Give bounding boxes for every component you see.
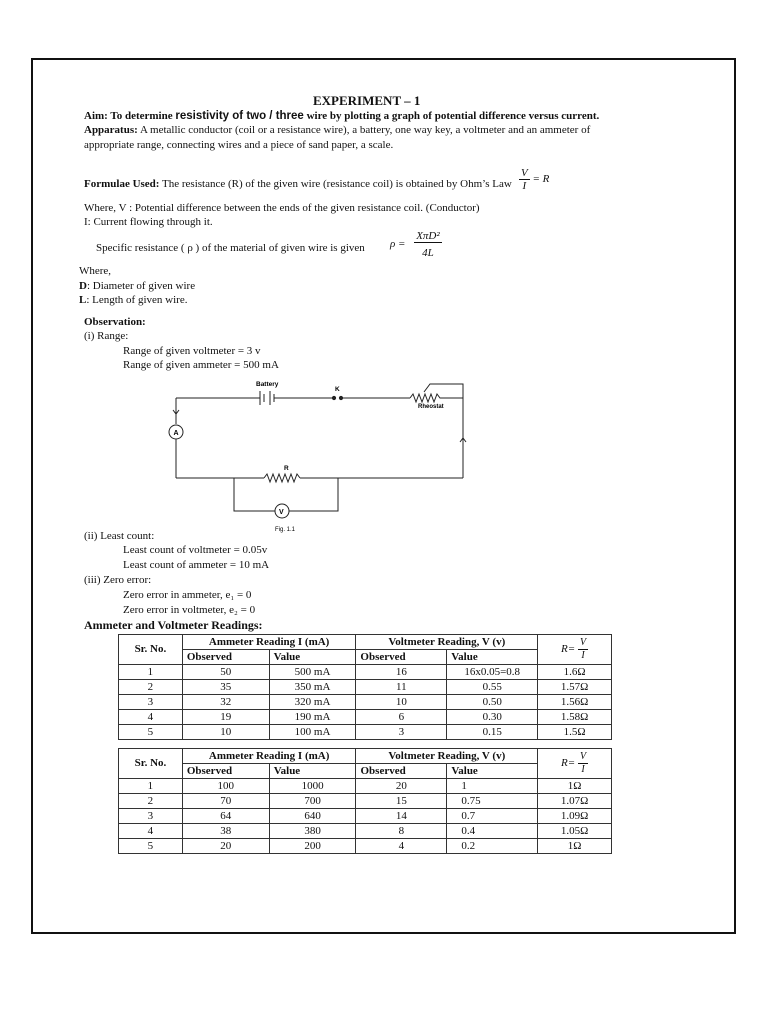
table-row	[119, 794, 612, 809]
apparatus-line-1	[84, 123, 590, 137]
cell-resistance: 1.57Ω	[538, 680, 612, 695]
table-row	[119, 824, 612, 839]
rho-denominator: 4L	[422, 247, 434, 259]
cell-voltmeter-observed: 6	[356, 710, 447, 725]
cell-ammeter-observed: 64	[182, 809, 269, 824]
cell-voltmeter-value: 0.4	[447, 824, 538, 839]
cell-ammeter-observed: 70	[182, 794, 269, 809]
cell-sr: 4	[119, 710, 183, 725]
cell-ammeter-value: 700	[269, 794, 356, 809]
readings-table-1	[118, 634, 612, 740]
cell-voltmeter-value: 0.7	[447, 809, 538, 824]
rho-lhs: ρ =	[390, 238, 406, 251]
sr-no-header: Sr. No.	[119, 749, 183, 779]
range-label: (i) Range:	[84, 330, 129, 342]
ammeter-header: Ammeter Reading I (mA)	[182, 749, 356, 764]
resistor-coil	[264, 474, 300, 482]
cell-sr: 3	[119, 809, 183, 824]
cell-voltmeter-value: 16x0.05=0.8	[447, 665, 538, 680]
observation-heading: Observation:	[84, 316, 146, 328]
cell-sr: 2	[119, 680, 183, 695]
apparatus-label: Apparatus:	[84, 124, 138, 136]
cell-ammeter-value: 350 mA	[269, 680, 356, 695]
apparatus-line-2: appropriate range, connecting wires and a piece of sand paper, a scale.	[84, 139, 394, 151]
aim-label: Aim:	[84, 110, 108, 122]
cell-voltmeter-observed: 20	[356, 779, 447, 794]
cell-sr: 5	[119, 725, 183, 740]
ze-voltmeter: Zero error in voltmeter, e₂ = 0	[123, 604, 256, 616]
voltmeter-observed-header: Observed	[356, 764, 447, 779]
cell-ammeter-value: 1000	[269, 779, 356, 794]
l-definition	[79, 293, 187, 307]
apparatus-text-1: A metallic conductor (coil or a resistance wire), a battery, one way key, a voltmeter and an ammeter of	[137, 124, 591, 136]
cell-resistance: 1.58Ω	[538, 710, 612, 725]
cell-ammeter-observed: 10	[182, 725, 269, 740]
cell-voltmeter-observed: 4	[356, 839, 447, 854]
cell-resistance: 1.6Ω	[538, 665, 612, 680]
table-row	[119, 710, 612, 725]
rho-numerator: XπD²	[416, 230, 440, 242]
range-voltmeter: Range of given voltmeter = 3 v	[123, 345, 261, 357]
cell-sr: 3	[119, 695, 183, 710]
formulae-line	[84, 177, 512, 191]
key-label: K	[335, 386, 340, 393]
cell-voltmeter-observed: 3	[356, 725, 447, 740]
readings-heading: Ammeter and Voltmeter Readings:	[84, 618, 263, 632]
table-row	[119, 779, 612, 794]
cell-voltmeter-value: 0.30	[447, 710, 538, 725]
l-text: : Length of given wire.	[86, 294, 188, 306]
d-definition	[79, 279, 195, 293]
cell-resistance: 1.56Ω	[538, 695, 612, 710]
cell-resistance: 1.5Ω	[538, 725, 612, 740]
aim-text-b: resistivity of two / three	[175, 110, 304, 122]
sr-no-header: Sr. No.	[119, 635, 183, 665]
ohm-rhs: = R	[532, 173, 550, 186]
ammeter-value-header: Value	[269, 650, 356, 665]
cell-voltmeter-value: 0.15	[447, 725, 538, 740]
where-i-line: I: Current flowing through it.	[84, 216, 213, 228]
ohm-denominator: I	[522, 180, 527, 192]
table-1-body	[119, 665, 612, 740]
formulae-label: Formulae Used:	[84, 178, 160, 190]
cell-ammeter-value: 320 mA	[269, 695, 356, 710]
circuit-diagram	[160, 374, 480, 538]
table-row	[119, 725, 612, 740]
table-row	[119, 839, 612, 854]
cell-voltmeter-observed: 14	[356, 809, 447, 824]
cell-voltmeter-value: 1	[447, 779, 538, 794]
page-title: EXPERIMENT – 1	[313, 93, 421, 108]
r-header-den: I	[581, 650, 585, 661]
aim-text-a: To determine	[110, 110, 176, 122]
cell-ammeter-observed: 20	[182, 839, 269, 854]
key-icon	[332, 396, 342, 399]
voltmeter-header: Voltmeter Reading, V (v)	[356, 635, 538, 650]
table-row	[119, 680, 612, 695]
cell-ammeter-observed: 35	[182, 680, 269, 695]
zero-error-label: (iii) Zero error:	[84, 574, 152, 586]
aim-line	[84, 109, 599, 123]
cell-resistance: 1.07Ω	[538, 794, 612, 809]
cell-resistance: 1Ω	[538, 779, 612, 794]
cell-voltmeter-value: 0.50	[447, 695, 538, 710]
ammeter-observed-header: Observed	[182, 650, 269, 665]
r-header	[538, 749, 612, 779]
d-text: : Diameter of given wire	[86, 280, 196, 292]
ohm-law-formula	[519, 167, 549, 192]
resistor-label: R	[284, 465, 289, 472]
cell-ammeter-value: 200	[269, 839, 356, 854]
ammeter-observed-header: Observed	[182, 764, 269, 779]
cell-ammeter-value: 190 mA	[269, 710, 356, 725]
cell-voltmeter-value: 0.55	[447, 680, 538, 695]
range-ammeter: Range of given ammeter = 500 mA	[123, 359, 279, 371]
cell-ammeter-value: 380	[269, 824, 356, 839]
cell-ammeter-value: 100 mA	[269, 725, 356, 740]
cell-ammeter-value: 640	[269, 809, 356, 824]
cell-voltmeter-observed: 8	[356, 824, 447, 839]
cell-ammeter-observed: 32	[182, 695, 269, 710]
cell-sr: 5	[119, 839, 183, 854]
table-row	[119, 809, 612, 824]
table-row	[119, 665, 612, 680]
rheostat-coil	[410, 394, 448, 402]
readings-table-2	[118, 748, 612, 854]
lc-ammeter: Least count of ammeter = 10 mA	[123, 559, 270, 571]
cell-voltmeter-observed: 15	[356, 794, 447, 809]
cell-resistance: 1.09Ω	[538, 809, 612, 824]
l-label: L	[79, 294, 87, 306]
aim-text-c: wire by plotting a graph of potential difference versus current.	[303, 110, 600, 122]
ohm-numerator: V	[521, 167, 528, 179]
table-2-body	[119, 779, 612, 854]
cell-resistance: 1.05Ω	[538, 824, 612, 839]
specific-resistance-line: Specific resistance ( ρ ) of the material of given wire is given	[96, 242, 365, 254]
resistivity-formula	[390, 230, 442, 259]
formulae-text: The resistance (R) of the given wire (resistance coil) is obtained by Ohm’s Law	[159, 178, 512, 190]
cell-resistance: 1Ω	[538, 839, 612, 854]
table-row	[119, 695, 612, 710]
r-header-num: V	[579, 751, 587, 762]
cell-sr: 1	[119, 779, 183, 794]
ze-ammeter: Zero error in ammeter, e₁ = 0	[123, 589, 252, 601]
voltmeter-value-header: Value	[447, 764, 538, 779]
cell-ammeter-observed: 50	[182, 665, 269, 680]
voltmeter-branch-right	[289, 478, 338, 511]
cell-sr: 1	[119, 665, 183, 680]
voltmeter-branch-left	[234, 478, 275, 511]
cell-ammeter-value: 500 mA	[269, 665, 356, 680]
cell-sr: 4	[119, 824, 183, 839]
cell-sr: 2	[119, 794, 183, 809]
ammeter-header: Ammeter Reading I (mA)	[182, 635, 356, 650]
d-label: D	[79, 280, 87, 292]
voltmeter-label: V	[279, 509, 284, 516]
battery-label: Battery	[256, 381, 279, 388]
cell-ammeter-observed: 38	[182, 824, 269, 839]
cell-voltmeter-value: 0.75	[447, 794, 538, 809]
cell-ammeter-observed: 19	[182, 710, 269, 725]
r-header-num: V	[579, 637, 587, 648]
r-header	[538, 635, 612, 665]
where-v-line: Where, V : Potential difference between the ends of the given resistance coil. (Conductor)	[84, 202, 480, 214]
cell-voltmeter-observed: 11	[356, 680, 447, 695]
rheostat-label: Rheostat	[418, 404, 444, 410]
cell-voltmeter-observed: 16	[356, 665, 447, 680]
figure-caption: Fig. 1.1	[275, 527, 296, 533]
cell-voltmeter-observed: 10	[356, 695, 447, 710]
lc-voltmeter: Least count of voltmeter = 0.05v	[123, 544, 268, 556]
voltmeter-header: Voltmeter Reading, V (v)	[356, 749, 538, 764]
where-label: Where,	[79, 265, 112, 277]
least-count-label: (ii) Least count:	[84, 530, 155, 542]
battery-icon	[255, 391, 285, 405]
cell-ammeter-observed: 100	[182, 779, 269, 794]
ammeter-label: A	[173, 430, 179, 437]
ammeter-value-header: Value	[269, 764, 356, 779]
voltmeter-value-header: Value	[447, 650, 538, 665]
cell-voltmeter-value: 0.2	[447, 839, 538, 854]
voltmeter-observed-header: Observed	[356, 650, 447, 665]
r-header-den: I	[581, 764, 585, 775]
r-header-lhs: R=	[561, 643, 576, 656]
r-header-lhs: R=	[561, 757, 576, 770]
